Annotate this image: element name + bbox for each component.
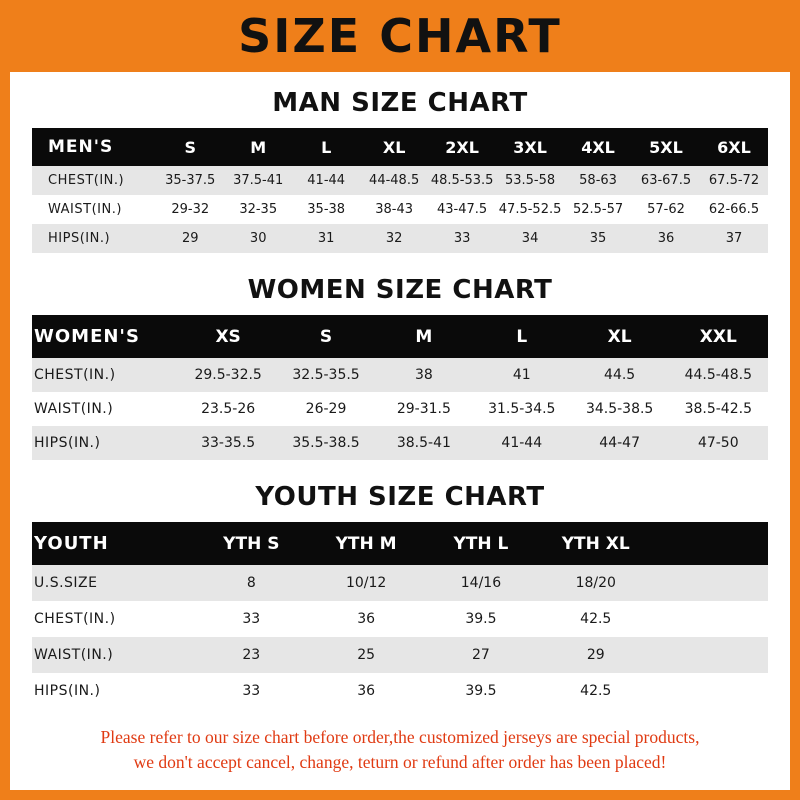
table-cell: 43-47.5 bbox=[428, 195, 496, 224]
row-label: HIPS(IN.) bbox=[32, 426, 179, 460]
column-header: 2XL bbox=[428, 128, 496, 166]
table-row bbox=[32, 358, 768, 392]
table-row bbox=[32, 166, 768, 195]
table-header-row bbox=[32, 522, 768, 565]
table-cell: 42.5 bbox=[538, 601, 653, 637]
column-header: 6XL bbox=[700, 128, 768, 166]
table-cell: 36 bbox=[309, 601, 424, 637]
column-header: S bbox=[156, 128, 224, 166]
table-cell: 44.5-48.5 bbox=[669, 358, 768, 392]
table-cell: 34 bbox=[496, 224, 564, 253]
women-size-table bbox=[32, 315, 768, 460]
table-cell: 39.5 bbox=[424, 601, 539, 637]
table-cell: 35-38 bbox=[292, 195, 360, 224]
footer-note-line-1: Please refer to our size chart before order,the customized jerseys are special products, bbox=[100, 727, 700, 747]
column-header: YTH M bbox=[309, 522, 424, 565]
table-row bbox=[32, 392, 768, 426]
man-section-title: MAN SIZE CHART bbox=[272, 88, 528, 118]
table-cell bbox=[653, 637, 768, 673]
table-cell: 32-35 bbox=[224, 195, 292, 224]
table-cell bbox=[653, 601, 768, 637]
table-cell: 33 bbox=[428, 224, 496, 253]
table-cell: 33-35.5 bbox=[179, 426, 277, 460]
column-header: YOUTH bbox=[32, 522, 194, 565]
table-cell: 36 bbox=[632, 224, 700, 253]
table-cell: 29.5-32.5 bbox=[179, 358, 277, 392]
table-cell: 36 bbox=[309, 673, 424, 709]
column-header: 5XL bbox=[632, 128, 700, 166]
header-band bbox=[0, 0, 800, 72]
table-cell: 38-43 bbox=[360, 195, 428, 224]
youth-size-table bbox=[32, 522, 768, 709]
column-header: 3XL bbox=[496, 128, 564, 166]
table-cell: 35-37.5 bbox=[156, 166, 224, 195]
table-cell: 32.5-35.5 bbox=[277, 358, 375, 392]
table-cell: 37 bbox=[700, 224, 768, 253]
table-cell: 29 bbox=[156, 224, 224, 253]
table-cell: 47.5-52.5 bbox=[496, 195, 564, 224]
table-cell: 25 bbox=[309, 637, 424, 673]
table-cell: 48.5-53.5 bbox=[428, 166, 496, 195]
table-cell: 31.5-34.5 bbox=[473, 392, 571, 426]
footer-note bbox=[10, 725, 790, 776]
table-cell: 23.5-26 bbox=[179, 392, 277, 426]
man-size-section bbox=[10, 88, 790, 253]
column-header: YTH XL bbox=[538, 522, 653, 565]
table-cell: 33 bbox=[194, 673, 309, 709]
table-cell: 10/12 bbox=[309, 565, 424, 601]
table-cell: 57-62 bbox=[632, 195, 700, 224]
table-cell: 53.5-58 bbox=[496, 166, 564, 195]
table-cell: 58-63 bbox=[564, 166, 632, 195]
table-row bbox=[32, 673, 768, 709]
table-row bbox=[32, 426, 768, 460]
table-header-row bbox=[32, 315, 768, 358]
table-cell: 37.5-41 bbox=[224, 166, 292, 195]
table-row bbox=[32, 601, 768, 637]
table-cell: 35 bbox=[564, 224, 632, 253]
table-cell: 38.5-42.5 bbox=[669, 392, 768, 426]
table-cell: 31 bbox=[292, 224, 360, 253]
row-label: WAIST(IN.) bbox=[32, 637, 194, 673]
table-cell: 38 bbox=[375, 358, 473, 392]
column-header: XL bbox=[360, 128, 428, 166]
table-cell: 18/20 bbox=[538, 565, 653, 601]
table-row bbox=[32, 637, 768, 673]
table-cell: 62-66.5 bbox=[700, 195, 768, 224]
table-cell: 42.5 bbox=[538, 673, 653, 709]
table-row bbox=[32, 195, 768, 224]
youth-size-section bbox=[10, 482, 790, 709]
row-label: U.S.SIZE bbox=[32, 565, 194, 601]
table-cell: 33 bbox=[194, 601, 309, 637]
table-row bbox=[32, 224, 768, 253]
column-header bbox=[653, 522, 768, 565]
row-label: CHEST(IN.) bbox=[32, 358, 179, 392]
table-row bbox=[32, 565, 768, 601]
column-header: M bbox=[375, 315, 473, 358]
table-cell: 41-44 bbox=[292, 166, 360, 195]
table-cell: 30 bbox=[224, 224, 292, 253]
table-cell bbox=[653, 565, 768, 601]
row-label: HIPS(IN.) bbox=[32, 224, 156, 253]
table-cell bbox=[653, 673, 768, 709]
column-header: MEN'S bbox=[32, 128, 156, 166]
table-cell: 35.5-38.5 bbox=[277, 426, 375, 460]
youth-section-title: YOUTH SIZE CHART bbox=[255, 482, 545, 512]
column-header: YTH L bbox=[424, 522, 539, 565]
table-cell: 32 bbox=[360, 224, 428, 253]
row-label: CHEST(IN.) bbox=[32, 166, 156, 195]
row-label: CHEST(IN.) bbox=[32, 601, 194, 637]
row-label: WAIST(IN.) bbox=[32, 195, 156, 224]
column-header: WOMEN'S bbox=[32, 315, 179, 358]
table-cell: 44-48.5 bbox=[360, 166, 428, 195]
column-header: M bbox=[224, 128, 292, 166]
row-label: HIPS(IN.) bbox=[32, 673, 194, 709]
man-size-table bbox=[32, 128, 768, 253]
table-cell: 14/16 bbox=[424, 565, 539, 601]
column-header: XL bbox=[571, 315, 669, 358]
table-cell: 47-50 bbox=[669, 426, 768, 460]
page-title: SIZE CHART bbox=[238, 9, 562, 63]
table-cell: 52.5-57 bbox=[564, 195, 632, 224]
table-cell: 29 bbox=[538, 637, 653, 673]
table-cell: 44-47 bbox=[571, 426, 669, 460]
table-cell: 8 bbox=[194, 565, 309, 601]
column-header: XS bbox=[179, 315, 277, 358]
column-header: L bbox=[473, 315, 571, 358]
table-cell: 63-67.5 bbox=[632, 166, 700, 195]
row-label: WAIST(IN.) bbox=[32, 392, 179, 426]
table-cell: 29-31.5 bbox=[375, 392, 473, 426]
column-header: YTH S bbox=[194, 522, 309, 565]
column-header: S bbox=[277, 315, 375, 358]
table-cell: 39.5 bbox=[424, 673, 539, 709]
table-cell: 26-29 bbox=[277, 392, 375, 426]
table-cell: 29-32 bbox=[156, 195, 224, 224]
column-header: L bbox=[292, 128, 360, 166]
table-cell: 44.5 bbox=[571, 358, 669, 392]
women-size-section bbox=[10, 275, 790, 460]
column-header: 4XL bbox=[564, 128, 632, 166]
table-cell: 27 bbox=[424, 637, 539, 673]
table-cell: 41-44 bbox=[473, 426, 571, 460]
table-cell: 23 bbox=[194, 637, 309, 673]
table-header-row bbox=[32, 128, 768, 166]
women-section-title: WOMEN SIZE CHART bbox=[247, 275, 553, 305]
table-cell: 67.5-72 bbox=[700, 166, 768, 195]
table-cell: 34.5-38.5 bbox=[571, 392, 669, 426]
table-cell: 38.5-41 bbox=[375, 426, 473, 460]
footer-note-line-2: we don't accept cancel, change, teturn or refund after order has been placed! bbox=[133, 752, 667, 773]
column-header: XXL bbox=[669, 315, 768, 358]
table-cell: 41 bbox=[473, 358, 571, 392]
